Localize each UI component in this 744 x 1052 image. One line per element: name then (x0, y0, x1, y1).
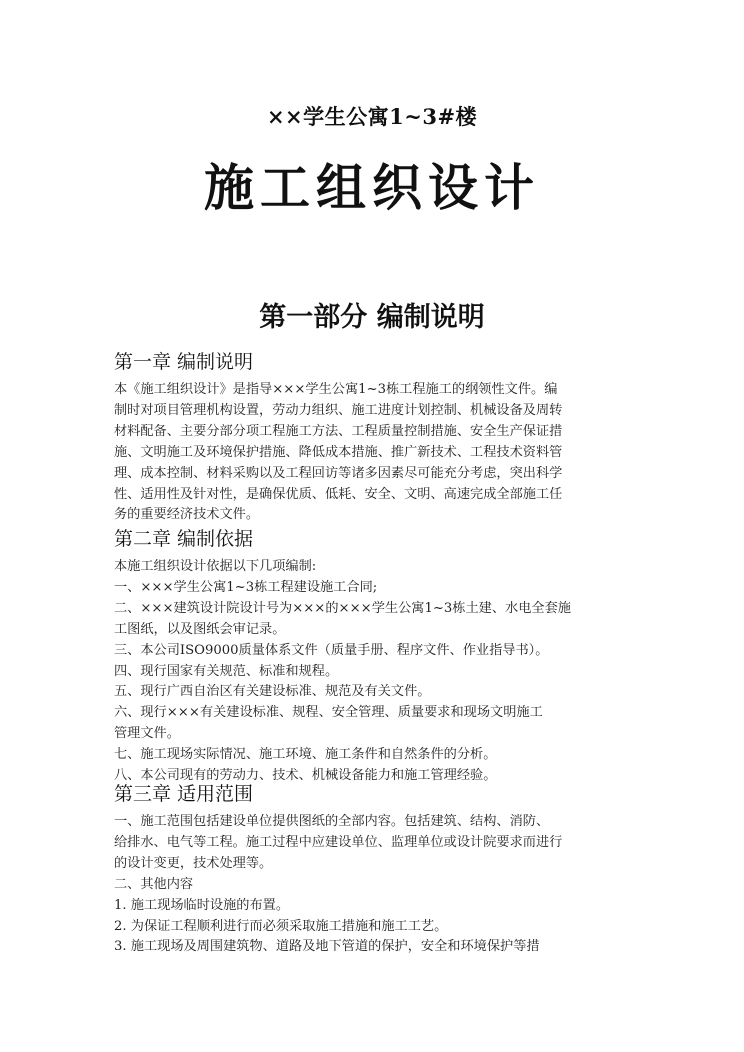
chapter-3-line: 的设计变更，技术处理等。 (114, 855, 273, 871)
document-title: 施工组织设计 (204, 158, 540, 217)
chapter-1-body (114, 380, 634, 526)
chapter-2-line: 七、施工现场实际情况、施工环境、施工条件和自然条件的分析。 (114, 747, 497, 763)
chapter-1-line: 制时对项目管理机构设置，劳动力组织、施工进度计划控制、机械设备及周转 (114, 402, 563, 418)
chapter-2-line: 一、×××学生公寓1~3栋工程建设施工合同; (114, 579, 378, 595)
chapter-3-line: 二、其他内容 (114, 876, 194, 892)
chapter-3-line: 一、施工范围包括建设单位提供图纸的全部内容。包括建筑、结构、消防、 (114, 814, 550, 829)
chapter-2-body (114, 557, 634, 787)
chapter-3-line: 1. 施工现场临时设施的布置。 (114, 897, 290, 913)
chapter-3-line: 给排水、电气等工程。施工过程中应建设单位、监理单位或设计院要求而进行 (114, 834, 563, 850)
chapter-2-line: 管理文件。 (114, 726, 180, 742)
project-subtitle: ××学生公寓1~3#楼 (266, 104, 478, 129)
part-title: 第一部分 编制说明 (259, 302, 485, 333)
chapter-2-line: 八、本公司现有的劳动力、技术、机械设备能力和施工管理经验。 (114, 768, 497, 784)
chapter-2-line: 工图纸，以及图纸会审记录。 (114, 621, 286, 637)
chapter-2-line: 四、现行国家有关规范、标准和规程。 (114, 663, 339, 679)
chapter-3-line: 3. 施工现场及周围建筑物、道路及地下管道的保护，安全和环境保护等措 (114, 939, 540, 955)
chapter-1-heading: 第一章 编制说明 (114, 351, 254, 373)
chapter-1-line: 施、文明施工及环境保护措施、降低成本措施、推广新技术、工程技术资料管 (114, 444, 563, 460)
chapter-3-body (114, 812, 634, 958)
chapter-1-line: 性、适用性及针对性，是确保优质、低耗、安全、文明、高速完成全部施工任 (114, 486, 563, 502)
chapter-2-line: 本施工组织设计依据以下几项编制: (114, 559, 317, 574)
chapter-2-heading: 第二章 编制依据 (114, 528, 254, 550)
chapter-2-line: 二、×××建筑设计院设计号为×××的×××学生公寓1~3栋土建、水电全套施 (114, 600, 571, 616)
chapter-2-line: 五、现行广西自治区有关建设标准、规范及有关文件。 (114, 684, 431, 700)
chapter-2-line: 三、本公司ISO9000质量体系文件（质量手册、程序文件、作业指导书）。 (114, 642, 549, 658)
chapter-3-heading: 第三章 适用范围 (114, 783, 254, 805)
chapter-1-line: 务的重要经济技术文件。 (114, 507, 260, 523)
chapter-3-line: 2. 为保证工程顺利进行而必须采取施工措施和施工工艺。 (114, 918, 448, 934)
chapter-1-line: 本《施工组织设计》是指导×××学生公寓1~3栋工程施工的纲领性文件。编 (114, 382, 558, 397)
chapter-1-line: 理、成本控制、材料采购以及工程回访等诸多因素尽可能充分考虑，突出科学 (114, 465, 563, 481)
chapter-2-line: 六、现行×××有关建设标准、规程、安全管理、质量要求和现场文明施工 (114, 705, 543, 721)
chapter-1-line: 材料配备、主要分部分项工程施工方法、工程质量控制措施、安全生产保证措 (114, 423, 563, 439)
